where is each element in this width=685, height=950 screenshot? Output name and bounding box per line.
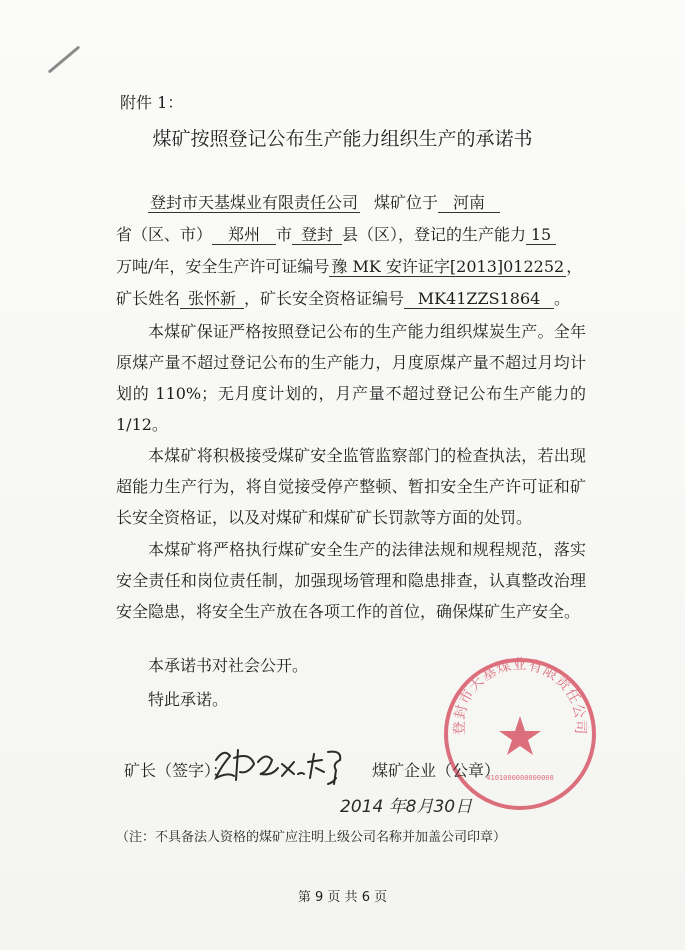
city-suffix: 市: [276, 225, 293, 244]
page-number: 第 9 页 共 6 页: [297, 890, 388, 905]
manager-label: 矿长姓名: [116, 289, 181, 308]
county-field: 登封: [292, 225, 342, 245]
capacity-field: 15: [526, 225, 556, 245]
form-line-4: [116, 286, 570, 309]
company-field: 登封市天基煤业有限责任公司: [150, 193, 359, 212]
location-label: 煤矿位于: [374, 193, 439, 212]
paragraph-capacity: 本煤矿保证严格按照登记公布的生产能力组织煤炭生产。全年原煤产量不超过登记公布的生产能力，月度原煤产量不超过月均计划的 110%；无月度计划的，月产量不超过登记公布生产能力的 1/12。: [116, 322, 586, 434]
form-line-3: [116, 254, 582, 277]
city-field: 郑州: [212, 225, 276, 245]
line4-end: 。: [554, 289, 571, 308]
footnote: （注：不具备法人资格的煤矿应注明上级公司名称并加盖公司印章）: [116, 830, 507, 845]
svg-text:4101000000000000: 4101000000000000: [486, 774, 554, 782]
seal-star-icon: [499, 716, 541, 755]
manager-signature-label: 矿长（签字）：: [124, 761, 229, 780]
manager-field: 张怀新: [180, 289, 244, 309]
province-field: 河南: [438, 193, 500, 213]
signing-date: 2014 年8月30日: [340, 797, 473, 817]
capacity-label: 县（区），登记的生产能力: [342, 225, 527, 244]
handwritten-signature: [210, 738, 360, 788]
cert-field: MK41ZZS1864: [404, 289, 554, 309]
seal-text: 登封市天基煤业有限责任公司: [451, 657, 589, 736]
enterprise-seal-label: 煤矿企业（公章）: [372, 761, 501, 780]
annex-label: 附件 1：: [120, 93, 184, 112]
company-seal: [440, 654, 600, 814]
page-title: 煤矿按照登记公布生产能力组织生产的承诺书: [152, 128, 533, 150]
paragraph-safety: 本煤矿将严格执行煤矿安全生产的法律法规和规程规范，落实安全责任和岗位责任制，加强现场管理和隐患排查，认真整改治理安全隐患，将安全生产放在各项工作的首位，确保煤矿生产安全。: [116, 540, 586, 621]
staple-mark: [48, 45, 81, 73]
region-label: 省（区、市）: [116, 225, 213, 244]
line3-end: ，: [566, 257, 583, 276]
paragraph-enforcement: 本煤矿将积极接受煤矿安全监管监察部门的检查执法，若出现超能力生产行为，将自觉接受停产整顿、暂扣安全生产许可证和矿长安全资格证，以及对煤矿和煤矿矿长罚款等方面的处罚。: [116, 446, 586, 527]
form-line-1: [116, 190, 500, 213]
paragraph-public: 本承诺书对社会公开。: [148, 656, 309, 675]
form-line-2: [116, 222, 556, 245]
paragraph-closing: 特此承诺。: [148, 690, 229, 709]
license-field: 豫 MK 安许证字[2013]012252: [331, 257, 565, 276]
cert-label: ，矿长安全资格证编号: [244, 289, 405, 308]
license-label: 万吨/年，安全生产许可证编号: [116, 257, 330, 276]
